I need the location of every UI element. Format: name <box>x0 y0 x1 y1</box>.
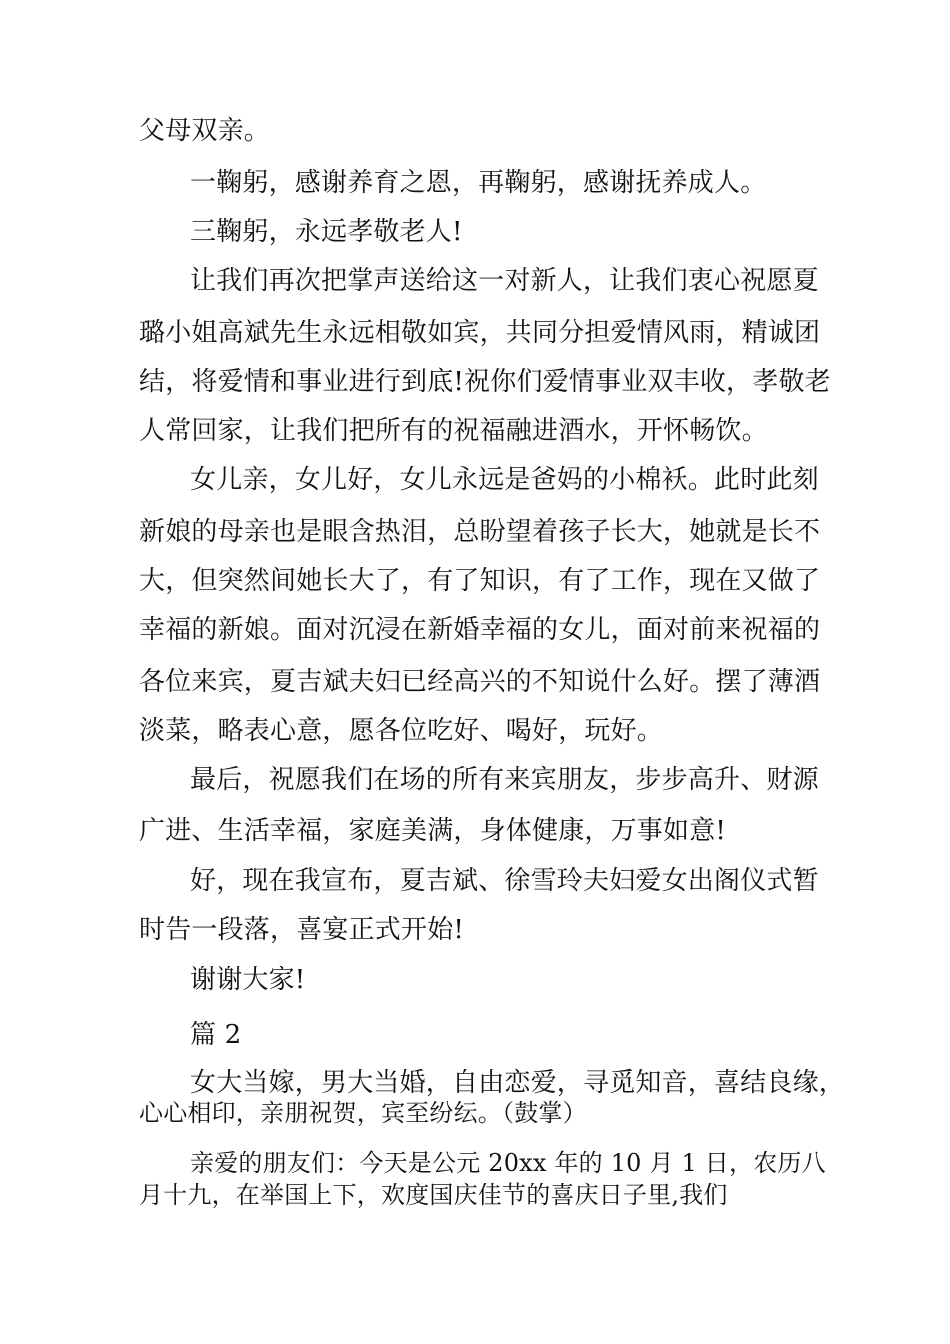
text-line-18: 谢谢大家! <box>190 965 306 995</box>
text-line-2: 一鞠躬，感谢养育之恩，再鞠躬，感谢抚养成人。 <box>190 168 767 198</box>
text-line-9: 新娘的母亲也是眼含热泪，总盼望着孩子长大，她就是长不 <box>139 517 821 547</box>
text-line-10: 大，但突然间她长大了，有了知识，有了工作，现在又做了 <box>139 566 821 596</box>
text-line-21: 亲爱的朋友们：今天是公元 20xx 年的 10 月 1 日，农历八 <box>190 1149 826 1177</box>
text-line-20: 心心相印，亲朋祝贺，宾至纷纭。（鼓掌） <box>139 1099 587 1127</box>
text-line-5: 璐小姐高斌先生永远相敬如宾，共同分担爱情风雨，精诚团 <box>139 318 821 348</box>
text-line-6: 结，将爱情和事业进行到底!祝你们爱情事业双丰收，孝敬老 <box>139 367 831 397</box>
text-line-3: 三鞠躬，永远孝敬老人! <box>190 217 463 247</box>
text-line-4: 让我们再次把掌声送给这一对新人，让我们衷心祝愿夏 <box>190 266 819 296</box>
text-line-17: 时告一段落，喜宴正式开始! <box>139 915 465 945</box>
text-line-8: 女儿亲，女儿好，女儿永远是爸妈的小棉袄。此时此刻 <box>190 465 819 495</box>
text-line-1: 父母双亲。 <box>139 116 271 146</box>
text-line-15: 广进、生活幸福，家庭美满，身体健康，万事如意! <box>139 816 727 846</box>
text-line-12: 各位来宾，夏吉斌夫妇已经高兴的不知说什么好。摆了薄酒 <box>139 667 821 697</box>
section-heading: 篇 2 <box>190 1020 242 1050</box>
text-line-22: 月十九，在举国上下，欢度国庆佳节的喜庆日子里,我们 <box>139 1181 728 1209</box>
text-line-16: 好，现在我宣布，夏吉斌、徐雪玲夫妇爱女出阁仪式暂 <box>190 866 819 896</box>
text-line-11: 幸福的新娘。面对沉浸在新婚幸福的女儿，面对前来祝福的 <box>139 615 821 645</box>
text-line-7: 人常回家，让我们把所有的祝福融进酒水，开怀畅饮。 <box>139 416 768 446</box>
text-line-14: 最后，祝愿我们在场的所有来宾朋友，步步高升、财源 <box>190 765 819 795</box>
text-line-19: 女大当嫁，男大当婚，自由恋爱，寻觅知音，喜结良缘， <box>190 1068 846 1098</box>
text-line-13: 淡菜，略表心意，愿各位吃好、喝好，玩好。 <box>139 716 664 746</box>
